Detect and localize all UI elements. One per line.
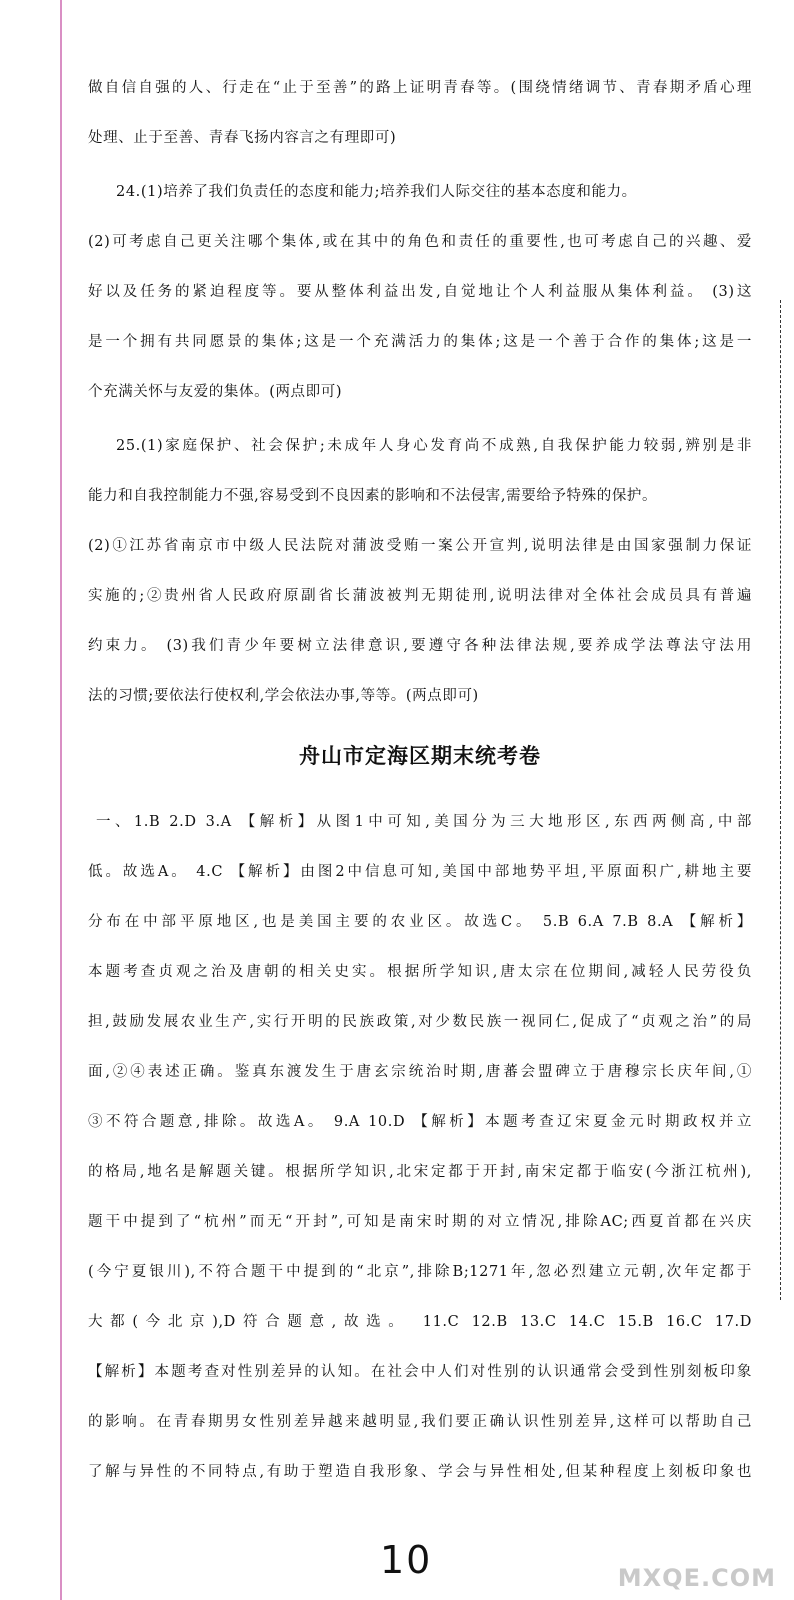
text-line: 一、1.B 2.D 3.A 【解析】从图1中可知,美国分为三大地形区,东西两侧高,中部 bbox=[96, 814, 752, 830]
text-line: 做自信自强的人、行走在“止于至善”的路上证明青春等。(围绕情绪调节、青春期矛盾心理 bbox=[88, 80, 752, 96]
margin-rule bbox=[60, 0, 62, 1600]
text-line: 低。故选A。 4.C 【解析】由图2中信息可知,美国中部地势平坦,平原面积广,耕地主要 bbox=[88, 864, 752, 880]
exam-section-title: 舟山市定海区期末统考卷 bbox=[299, 743, 541, 768]
document-page bbox=[88, 78, 752, 1482]
text-line: 本题考查贞观之治及唐朝的相关史实。根据所学知识,唐太宗在位期间,减轻人民劳役负 bbox=[88, 964, 752, 980]
text-line: ③不符合题意,排除。故选A。 9.A 10.D 【解析】本题考查辽宋夏金元时期政权并立 bbox=[88, 1114, 752, 1130]
watermark-text: MXQE.COM bbox=[617, 1564, 776, 1592]
text-line: 24.(1)培养了我们负责任的态度和能力;培养我们人际交往的基本态度和能力。 bbox=[116, 184, 637, 200]
text-line: (2)①江苏省南京市中级人民法院对蒲波受贿一案公开宣判,说明法律是由国家强制力保证 bbox=[88, 538, 752, 554]
answer-key-section bbox=[88, 812, 752, 1482]
question-24-answer bbox=[88, 182, 752, 402]
text-line: 好以及任务的紧迫程度等。要从整体利益出发,自觉地让个人利益服从集体利益。 (3)这 bbox=[88, 284, 752, 300]
text-line: 的格局,地名是解题关键。根据所学知识,北宋定都于开封,南宋定都于临安(今浙江杭州), bbox=[88, 1164, 752, 1180]
section-psychology-answer bbox=[88, 78, 752, 148]
page-number: 10 bbox=[380, 1538, 433, 1582]
text-line: 了解与异性的不同特点,有助于塑造自我形象、学会与异性相处,但某种程度上刻板印象也 bbox=[88, 1464, 752, 1480]
question-25-answer bbox=[88, 436, 752, 706]
text-line: 面,②④表述正确。鉴真东渡发生于唐玄宗统治时期,唐蕃会盟碑立于唐穆宗长庆年间,① bbox=[88, 1064, 752, 1080]
edge-tick-rule bbox=[780, 300, 782, 1300]
site-watermark-logo bbox=[617, 1518, 776, 1598]
text-line: 法的习惯;要依法行使权利,学会依法办事,等等。(两点即可) bbox=[88, 688, 479, 704]
text-line: 能力和自我控制能力不强,容易受到不良因素的影响和不法侵害,需要给予特殊的保护。 bbox=[88, 488, 658, 504]
text-line: 实施的;②贵州省人民政府原副省长蒲波被判无期徒刑,说明法律对全体社会成员具有普遍 bbox=[88, 588, 752, 604]
text-line: 25.(1)家庭保护、社会保护;未成年人身心发育尚不成熟,自我保护能力较弱,辨别是非 bbox=[116, 438, 752, 454]
text-line: (今宁夏银川),不符合题干中提到的“北京”,排除B;1271年,忽必烈建立元朝,次年定都于 bbox=[88, 1264, 752, 1280]
text-line: 是一个拥有共同愿景的集体;这是一个充满活力的集体;这是一个善于合作的集体;这是一 bbox=[88, 334, 752, 350]
text-line: 担,鼓励发展农业生产,实行开明的民族政策,对少数民族一视同仁,促成了“贞观之治”的局 bbox=[88, 1014, 752, 1030]
text-line: 的影响。在青春期男女性别差异越来越明显,我们要正确认识性别差异,这样可以帮助自己 bbox=[88, 1414, 752, 1430]
text-line: 分布在中部平原地区,也是美国主要的农业区。故选C。 5.B 6.A 7.B 8.A 【解析】 bbox=[88, 914, 752, 930]
text-line: 【解析】本题考查对性别差异的认知。在社会中人们对性别的认识通常会受到性别刻板印象 bbox=[88, 1364, 752, 1380]
text-line: 个充满关怀与友爱的集体。(两点即可) bbox=[88, 384, 343, 400]
text-line: 大都(今北京),D符合题意,故选。 11.C 12.B 13.C 14.C 15.B 16.C 17.D bbox=[88, 1314, 752, 1330]
text-line: 题干中提到了“杭州”而无“开封”,可知是南宋时期的对立情况,排除AC;西夏首都在兴庆 bbox=[88, 1214, 752, 1230]
text-line: 约束力。 (3)我们青少年要树立法律意识,要遵守各种法律法规,要养成学法尊法守法用 bbox=[88, 638, 752, 654]
text-line: (2)可考虑自己更关注哪个集体,或在其中的角色和责任的重要性,也可考虑自己的兴趣、爱 bbox=[88, 234, 752, 250]
text-line: 处理、止于至善、青春飞扬内容言之有理即可) bbox=[88, 130, 397, 146]
